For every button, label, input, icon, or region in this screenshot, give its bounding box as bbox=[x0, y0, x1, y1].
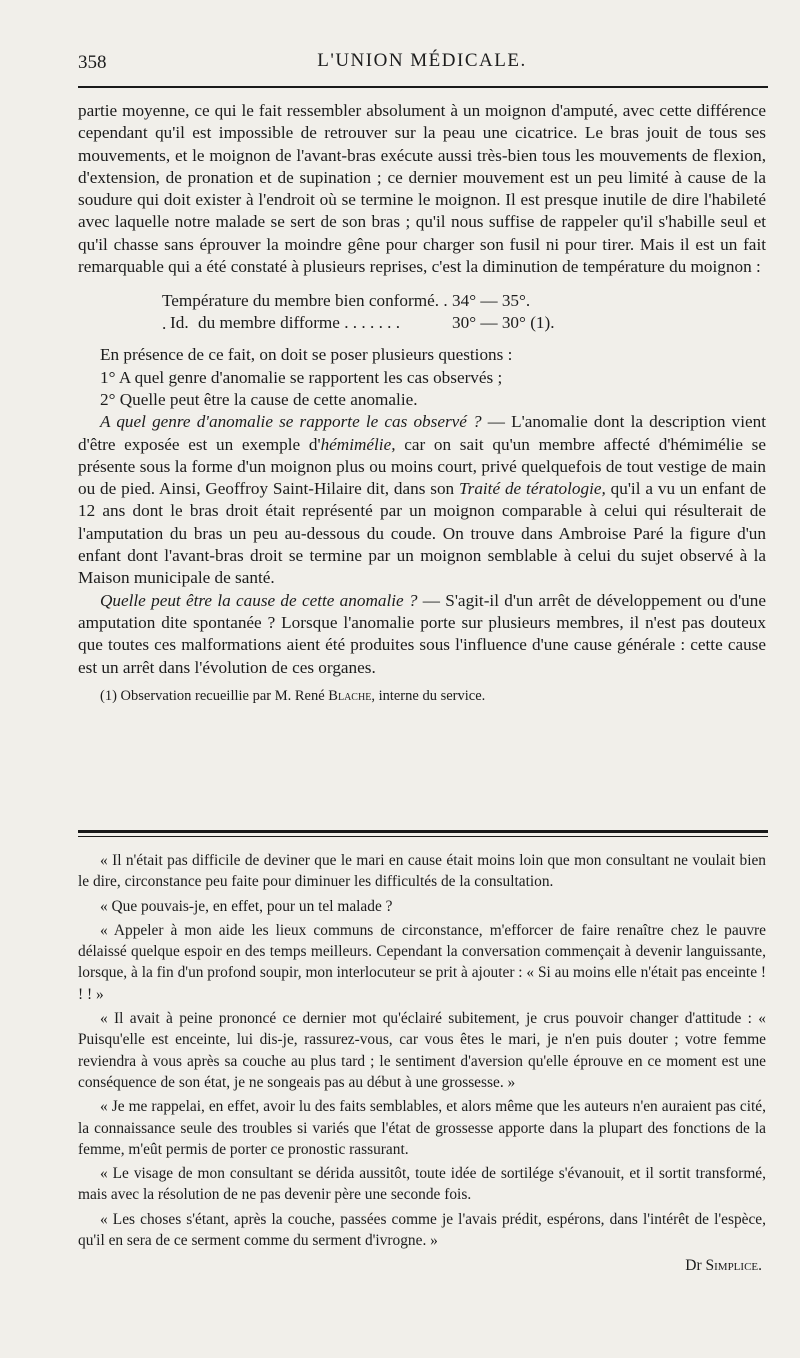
footnote bbox=[78, 687, 766, 705]
temperature-row bbox=[162, 312, 766, 334]
feuilleton-paragraph: « Les choses s'étant, après la couche, passées comme je l'avais prédit, espérons, dans l'intérêt de l'espèce, qu'il en sera de ce serment comme du serment d'ivrogne. » bbox=[78, 1210, 766, 1250]
section-question: Quelle peut être la cause de cette anomalie ? bbox=[100, 590, 418, 610]
temperature-label: du membre difforme . . . . . . . bbox=[198, 313, 401, 333]
paragraph-text: — L'anomalie dont la description vient d'être exposée est un exemple d' bbox=[78, 412, 766, 454]
footnote-name: Blache bbox=[328, 687, 372, 704]
temperature-label: Température du membre bien conformé. . . bbox=[162, 291, 448, 333]
feuilleton-paragraph: « Il n'était pas difficile de deviner que le mari en cause était moins loin que mon consultant ne voulait bien le dire, circonstance peu faite pour diminuer les difficultés de la consultation. bbox=[78, 852, 766, 891]
signature bbox=[78, 1255, 766, 1276]
footnote-text: (1) Observation recueillie par M. René bbox=[100, 687, 329, 704]
section-divider bbox=[78, 836, 768, 837]
article-body bbox=[78, 100, 766, 705]
feuilleton-paragraph: « Il avait à peine prononcé ce dernier mot qu'éclairé subitement, je crus pouvoir changer d'attitude : « Puisqu'elle est enceinte, lui dis-je, rassurez-vous, car vous êtes le mari, je n'en puis douter ; votre femme reviendra à vous après sa couche au plus tard ; le sentiment d'aversion qu'elle éprouve en ce moment est une conséquence de son état, je ne songeais pas au début à une grossesse. » bbox=[78, 1010, 766, 1091]
temperature-id: Id. bbox=[170, 313, 189, 333]
section-divider bbox=[78, 830, 768, 833]
page-header bbox=[78, 48, 766, 78]
footnote-text: , interne du service. bbox=[371, 687, 486, 704]
feuilleton-paragraph: « Que pouvais-je, en effet, pour un tel malade ? bbox=[100, 897, 393, 915]
signature-name: Simplice. bbox=[705, 1257, 762, 1275]
section-question: A quel genre d'anomalie se rapporte le cas observé ? bbox=[100, 412, 482, 432]
paragraph-text: qu'il a vu un enfant de 12 ans dont le bras droit était représenté par un moignon comparable à celui qui résulterait de l'amputation du bras un peu au-dessous du coude. On trouve dans Ambroise Paré la figure d'un enfant dont l'avant-bras droit se termine par un moignon semblable à celui du sujet observé à la Maison municipale de santé. bbox=[78, 479, 767, 588]
question-item: 2° Quelle peut être la cause de cette anomalie. bbox=[100, 389, 418, 409]
paragraph-text: — S'agit-il d'un arrêt de développement ou d'une amputation dite spontanée ? Lorsque l'anomalie porte sur plusieurs membres, il n'est pas douteux que toutes ces malformations aient été produites sous l'influence d'une cause générale : cette cause est un arrêt dans l'évolution de ces organes. bbox=[78, 590, 766, 677]
page-number: 358 bbox=[78, 52, 107, 73]
running-title: L'UNION MÉDICALE. bbox=[317, 50, 527, 71]
feuilleton bbox=[78, 850, 766, 1277]
article-paragraph bbox=[78, 411, 766, 589]
feuilleton-paragraph: « Je me rappelai, en effet, avoir lu des faits semblables, et alors même que les auteurs n'en auraient pas cité, la connaissance seule des troubles si variés que l'état de grossesse apporte dans la plupart des fonctions de la femme, m'eût permis de porter ce pronostic rassurant. bbox=[78, 1098, 766, 1158]
header-rule bbox=[78, 86, 768, 88]
feuilleton-paragraph: « Le visage de mon consultant se dérida aussitôt, toute idée de sortilége s'évanouit, et il sortit transformé, mais avec la résolution de ne pas devenir père une seconde fois. bbox=[78, 1165, 766, 1204]
question-item: 1° A quel genre d'anomalie se rapportent les cas observés ; bbox=[100, 367, 503, 387]
article-paragraph: partie moyenne, ce qui le fait ressembler absolument à un moignon d'amputé, avec cette différence cependant qu'il est impossible de retrouver sur la peau une cicatrice. Le bras jouit de tous ses mouvements, et le moignon de l'avant-bras exécute aussi très-bien tous les mouvements de flexion, d'extension, de pronation et de supination ; ce dernier mouvement est un peu limité à cause de la soudure qui doit exister à l'endroit où se termine le moignon. Il est presque inutile de dire l'habileté avec laquelle notre malade se sert de son bras ; qu'il nous suffise de rappeler qu'il s'habille seul et qu'il chasse sans éprouver la moindre gêne pour charger son fusil ni pour tirer. Mais il est un fait remarquable qui a été constaté à plusieurs reprises, c'est la diminution de température du moignon : bbox=[78, 101, 766, 277]
signature-prefix: Dr bbox=[685, 1257, 706, 1275]
article-paragraph bbox=[78, 590, 766, 679]
questions-list bbox=[78, 344, 766, 411]
article-paragraph: En présence de ce fait, on doit se poser plusieurs questions : bbox=[100, 345, 513, 365]
temperature-value: 30° — 30° (1). bbox=[452, 313, 555, 333]
term-emphasis: hémimélie, bbox=[320, 434, 396, 454]
temperature-table bbox=[162, 290, 766, 334]
book-title: Traité de tératologie, bbox=[459, 479, 606, 499]
paragraph-text: car on sait qu'un membre affecté d'hémimélie se présente sous la forme d'un moignon plus ou moins court, privé quelquefois de tout vestige de main ou de pied. Ainsi, Geoffroy Saint-Hilaire dit, dans son bbox=[78, 434, 766, 499]
feuilleton-paragraph: « Appeler à mon aide les lieux communs de circonstance, m'efforcer de faire renaître chez le pauvre délaissé quelque espoir en des temps meilleurs. Cependant la conversation commençait à devenir languissante, lorsque, à la fin d'un profond soupir, mon interlocuteur se prit à ajouter : « Si au moins elle n'était pas enceinte ! ! ! » bbox=[78, 921, 766, 1003]
temperature-value: 34° — 35°. bbox=[452, 291, 531, 311]
